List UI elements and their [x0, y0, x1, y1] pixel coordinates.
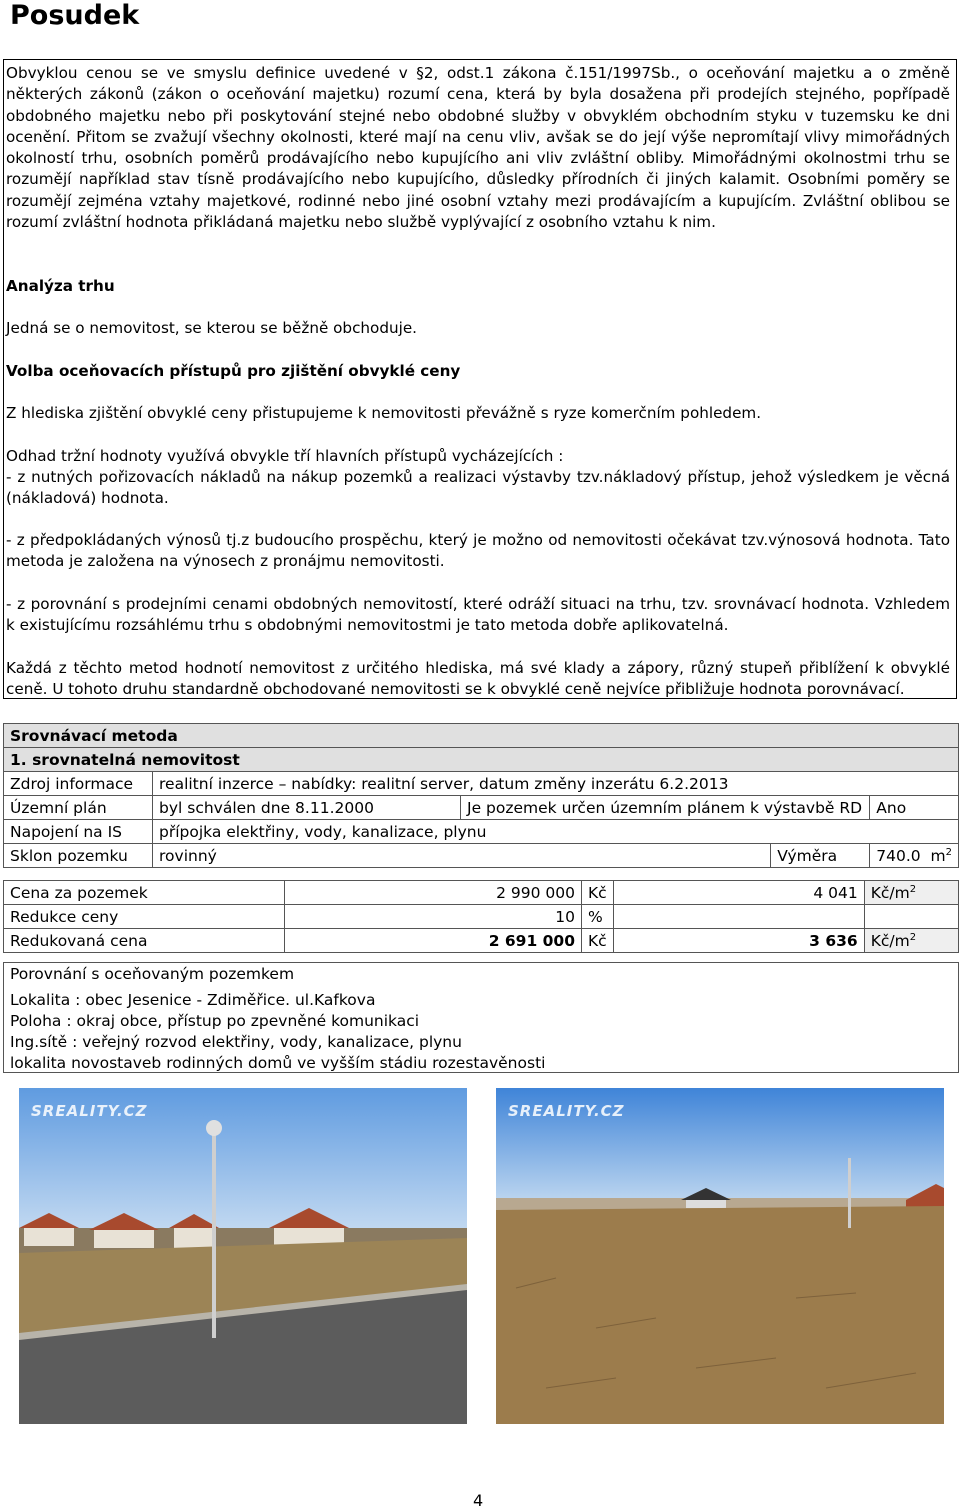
comparison-box: [3, 962, 959, 1073]
approach-text: Z hlediska zjištění obvyklé ceny přistupujeme k nemovitosti převážně s ryze komerčním pohledem.: [6, 404, 762, 422]
method-heading: Srovnávací metoda: [4, 724, 959, 748]
reduced-per-m: 3 636: [613, 929, 864, 953]
comparison-heading: Porovnání s oceňovaným pozemkem: [10, 965, 295, 983]
page-number: 4: [473, 1491, 484, 1510]
plan-value: byl schválen dne 8.11.2000: [153, 796, 461, 820]
comparable-property-table: [3, 723, 959, 868]
odhad-intro: Odhad tržní hodnoty využívá obvykle tří hlavních přístupů vycházejících :: [6, 447, 564, 465]
watermark-right: SREALITY.CZ: [508, 1102, 625, 1120]
price-table: [3, 880, 959, 953]
area-value: 740.0: [876, 846, 921, 865]
odhad-item-cost: - z nutných pořizovacích nákladů na nákup pozemků a realizaci výstavby tzv.nákladový přístup, jehož výsledkem je věcná (nákladová) hodnota.: [6, 468, 950, 508]
plan-label: Územní plán: [4, 796, 153, 820]
source-value: realitní inzerce – nabídky: realitní server, datum změny inzerátu 6.2.2013: [153, 772, 959, 796]
analysis-text: Jedná se o nemovitost, se kterou se běžně obchoduje.: [6, 319, 417, 337]
plan-question: Je pozemek určen územním plánem k výstavbě RD: [461, 796, 870, 820]
connection-label: Napojení na IS: [4, 820, 153, 844]
area-unit: m: [930, 846, 946, 865]
connection-value: přípojka elektřiny, vody, kanalizace, plynu: [153, 820, 959, 844]
plan-answer: Ano: [870, 796, 959, 820]
comparison-lokalita2: lokalita novostaveb rodinných domů ve vyšším stádiu rozestavěnosti: [10, 1054, 546, 1072]
price-currency: Kč: [582, 881, 614, 905]
photo-right: [496, 1088, 944, 1424]
area-unit-sup: 2: [945, 846, 952, 858]
comparison-ingsite: Ing.sítě : veřejný rozvod elektřiny, vody, kanalizace, plynu: [10, 1033, 462, 1051]
reduction-label: Redukce ceny: [4, 905, 285, 929]
slope-label: Sklon pozemku: [4, 844, 153, 868]
reduced-label: Redukovaná cena: [4, 929, 285, 953]
odhad-item-income: - z předpokládaných výnosů tj.z budoucího prospěchu, který je možno od nemovitosti očekávat tzv.výnosová hodnota. Tato metoda je založena na výnosech z pronájmu nemovitosti.: [6, 531, 950, 571]
comparison-poloha: Poloha : okraj obce, přístup po zpevněné komunikaci: [10, 1012, 420, 1030]
price-label: Cena za pozemek: [4, 881, 285, 905]
reduced-value: 2 691 000: [285, 929, 582, 953]
analysis-heading: Analýza trhu: [6, 277, 115, 295]
summary-paragraph: Každá z těchto metod hodnotí nemovitost z určitého hlediska, má své klady a zápory, různý stupeň přiblížení k obvyklé ceně. U tohoto druhu standardně obchodované nemovitosti se k obvyklé ceně nejvíce přibližuje hodnota porovnávací.: [6, 659, 950, 699]
price-per-m: 4 041: [613, 881, 864, 905]
area-label: Výměra: [771, 844, 870, 868]
reduced-per-m-unit: $Kč/m^2$: [864, 929, 958, 953]
reduced-currency: Kč: [582, 929, 614, 953]
property-heading: 1. srovnatelná nemovitost: [4, 748, 959, 772]
area-value-cell: [870, 844, 959, 868]
odhad-item-comparison: - z porovnání s prodejními cenami obdobných nemovitostí, které odráží situaci na trhu, tzv. srovnávací hodnota. Vzhledem k existujícímu rozsáhlému trhu s obdobnými nemovitostmi je tato metoda dobře aplikovatelná.: [6, 595, 950, 635]
source-label: Zdroj informace: [4, 772, 153, 796]
reduction-value: 10: [285, 905, 582, 929]
approach-heading: Volba oceňovacích přístupů pro zjištění obvyklé ceny: [6, 362, 461, 380]
reduction-unit: %: [582, 905, 614, 929]
price-per-m-unit: $Kč/m^2$: [864, 881, 958, 905]
definition-paragraph: Obvyklou cenou se ve smyslu definice uvedené v §2, odst.1 zákona č.151/1997Sb., o oceňování majetku a o změně některých zákonů (zákon o oceňování majetku) rozumí cena, která by byla dosažena při prodejích stejného, popřípadě obdobného majetku nebo při poskytování stejné nebo obdobné služby v obvyklém obchodním styku v tuzemsku ke dni ocenění. Přitom se zvažují všechny okolnosti, které mají na cenu vliv, avšak se do její výše nepromítají vlivy mimořádných okolností trhu, osobních poměrů prodávajícího nebo kupujícího ani vliv zvláštní obliby. Mimořádnými okolnostmi trhu se rozumějí například stav tísně prodávajícího nebo kupujícího, důsledky přírodních či jiných kalamit. Osobními poměry se rozumějí zejména vztahy majetkové, rodinné nebo jiné osobní vztahy mezi prodávajícím a kupujícím. Zvláštní oblibou se rozumí zvláštní hodnota přikládaná majetku nebo službě vyplývající z osobního vztahu k nim.: [6, 64, 950, 232]
photo-left: [19, 1088, 467, 1424]
slope-value: rovinný: [153, 844, 771, 868]
page-title: Posudek: [10, 0, 140, 31]
watermark-left: SREALITY.CZ: [31, 1102, 148, 1120]
price-value: 2 990 000: [285, 881, 582, 905]
comparison-lokalita: Lokalita : obec Jesenice - Zdiměřice. ul.Kafkova: [10, 991, 376, 1009]
